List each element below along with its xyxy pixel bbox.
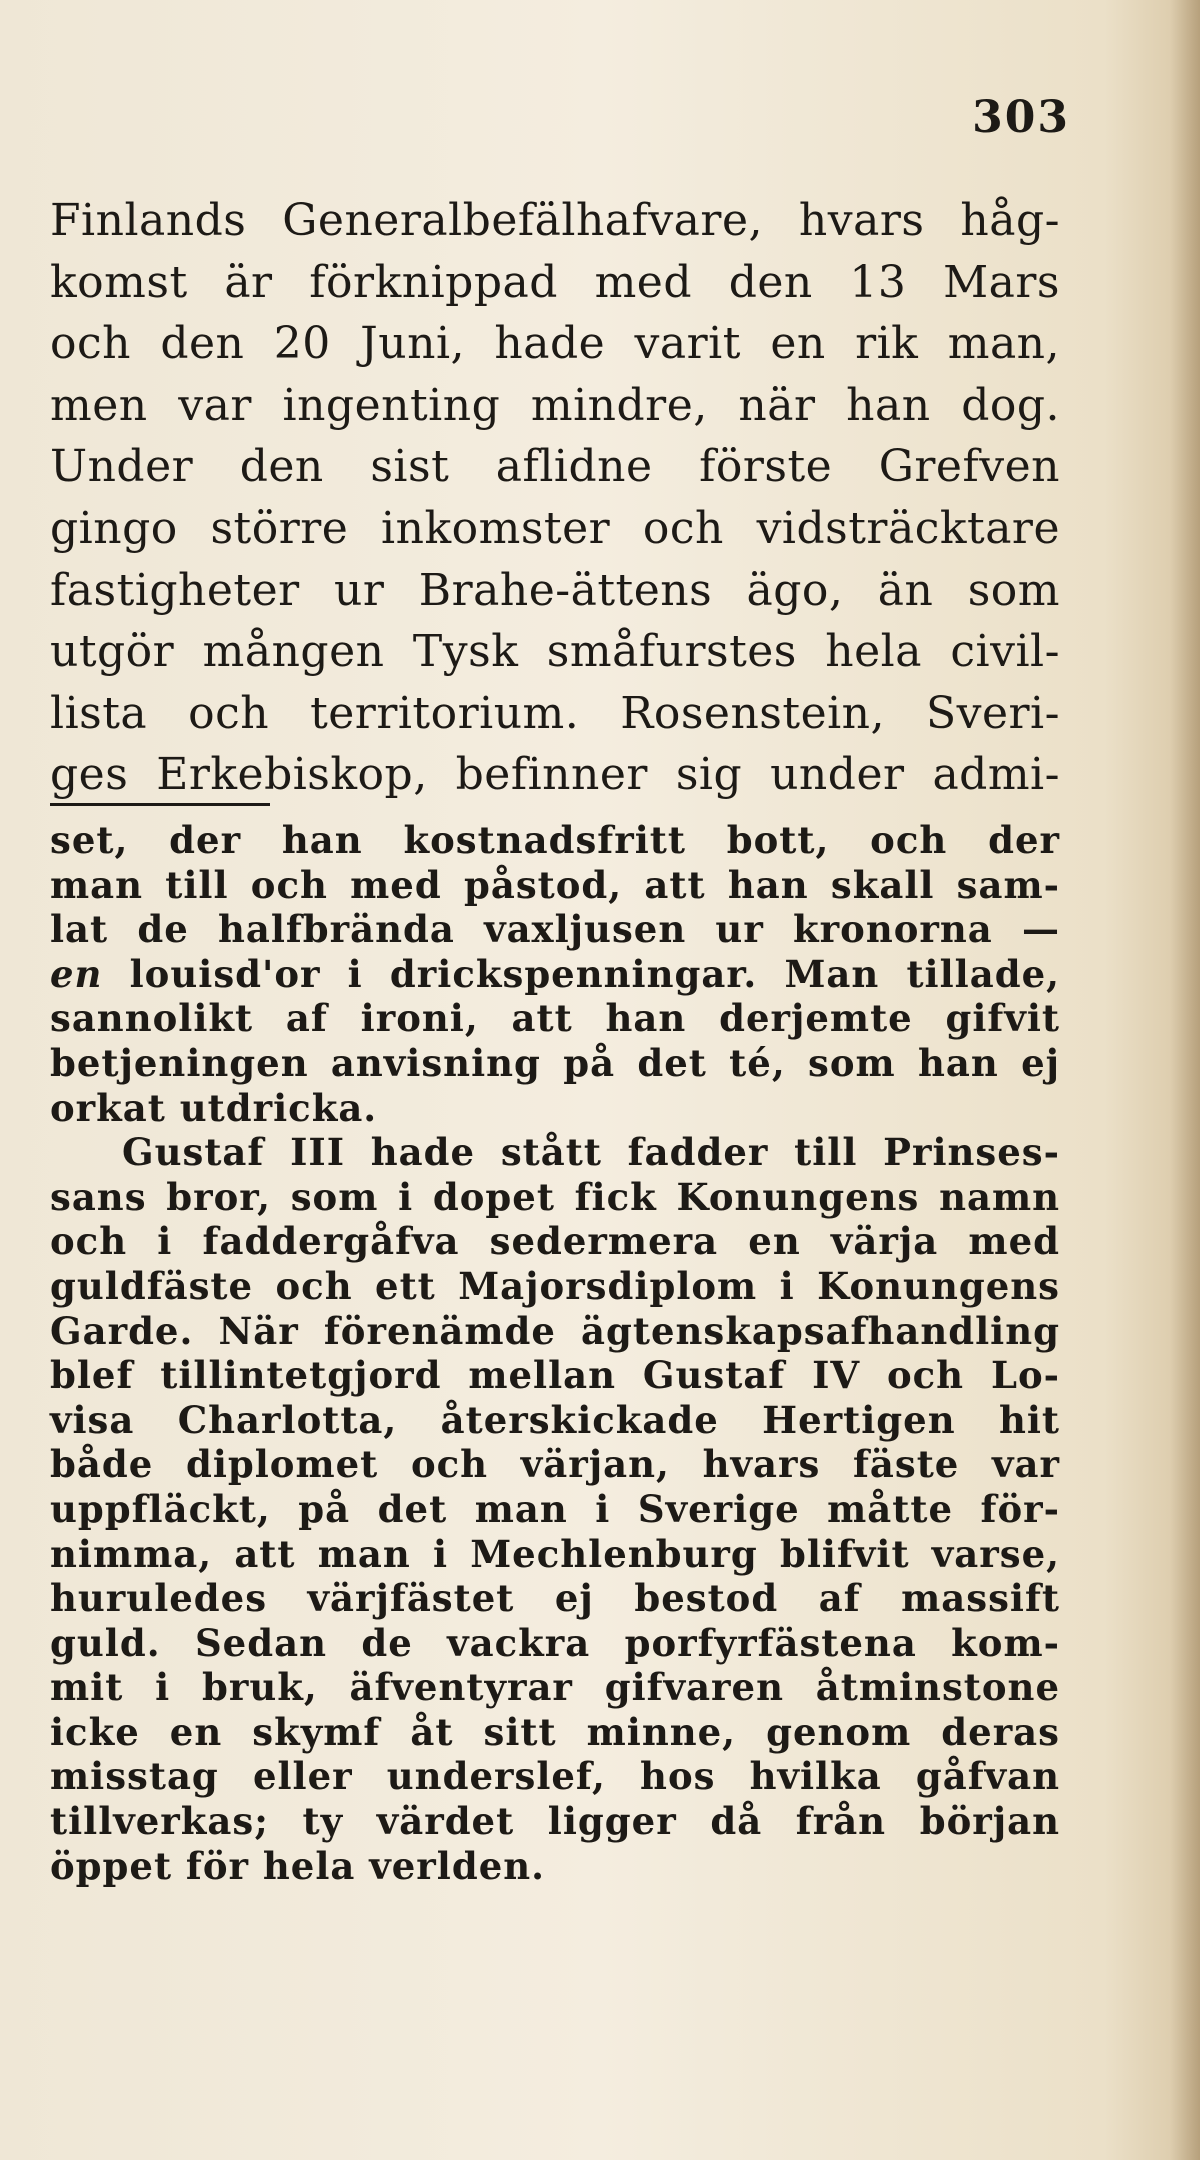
note-line: öppet för hela verlden. (50, 1843, 546, 1888)
note-line: misstag eller underslef, hos hvilka gåfvan (50, 1754, 1060, 1799)
text-line: ges Erkebiskop, befinner sig under admi- (50, 749, 1060, 801)
note-line: uppfläckt, på det man i Sverige måtte för- (50, 1486, 1060, 1531)
text-line: Under den sist aflidne förste Grefven (50, 441, 1060, 493)
note-line: lat de halfbrända vaxljusen ur kronorna — (50, 907, 1060, 952)
note-line: tillverkas; ty värdet ligger då från början (50, 1799, 1060, 1844)
note-line: nimma, att man i Mechlenburg blifvit varse, (50, 1531, 1060, 1576)
page-edge-shadow (1170, 0, 1200, 2160)
note-line: mit i bruk, äfventyrar gifvaren åtminstone (50, 1665, 1060, 1710)
note-line-rest: louisd'or i drickspenningar. Man tillade, (129, 951, 1060, 996)
note-line: både diplomet och värjan, hvars fäste var (50, 1442, 1060, 1487)
note-line: huruledes värjfästet ej bestod af massift (50, 1576, 1060, 1621)
note-line: guldfäste och ett Majorsdiplom i Konungens (50, 1263, 1060, 1308)
text-line: komst är förknippad med den 13 Mars (50, 256, 1060, 308)
note-line: och i faddergåfva sedermera en värja med (50, 1219, 1060, 1264)
note-italic-word: en (50, 951, 103, 996)
note-line: blef tillintetgjord mellan Gustaf IV och Lo- (50, 1353, 1060, 1398)
text-line: gingo större inkomster och vidsträcktare (50, 502, 1060, 554)
text-line: lista och territorium. Rosenstein, Sveri- (50, 687, 1060, 739)
note-line: icke en skymf åt sitt minne, genom deras (50, 1709, 1060, 1754)
footnote-divider (50, 803, 270, 806)
note-line: orkat utdricka. (50, 1085, 378, 1130)
text-line: Finlands Generalbefälhafvare, hvars håg- (50, 195, 1060, 246)
note-line: betjeningen anvisning på det té, som han ej (50, 1040, 1060, 1085)
note-line (50, 952, 1060, 997)
note-line: sans bror, som i dopet fick Konungens namn (50, 1174, 1060, 1219)
note-line: sannolikt af ironi, att han derjemte gifvit (50, 996, 1060, 1041)
text-line: utgör mången Tysk småfurstes hela civil- (50, 626, 1060, 678)
note-line: man till och med påstod, att han skall sam- (50, 862, 1060, 907)
note-line: visa Charlotta, återskickade Hertigen hit (50, 1397, 1060, 1442)
text-line: men var ingenting mindre, när han dog. (50, 379, 1060, 431)
note-line: set, der han kostnadsfritt bott, och der (50, 818, 1060, 862)
footnote-text (50, 818, 1060, 1888)
text-line: fastigheter ur Brahe-ättens ägo, än som (50, 564, 1060, 616)
note-line: Garde. När förenämde ägtenskapsafhandling (50, 1308, 1060, 1353)
main-text (50, 190, 1060, 806)
note-line: Gustaf III hade stått fadder till Prinses- (122, 1130, 1060, 1175)
page-number: 303 (972, 92, 1070, 143)
text-line: och den 20 Juni, hade varit en rik man, (50, 318, 1060, 370)
note-line: guld. Sedan de vackra porfyrfästena kom- (50, 1620, 1060, 1665)
